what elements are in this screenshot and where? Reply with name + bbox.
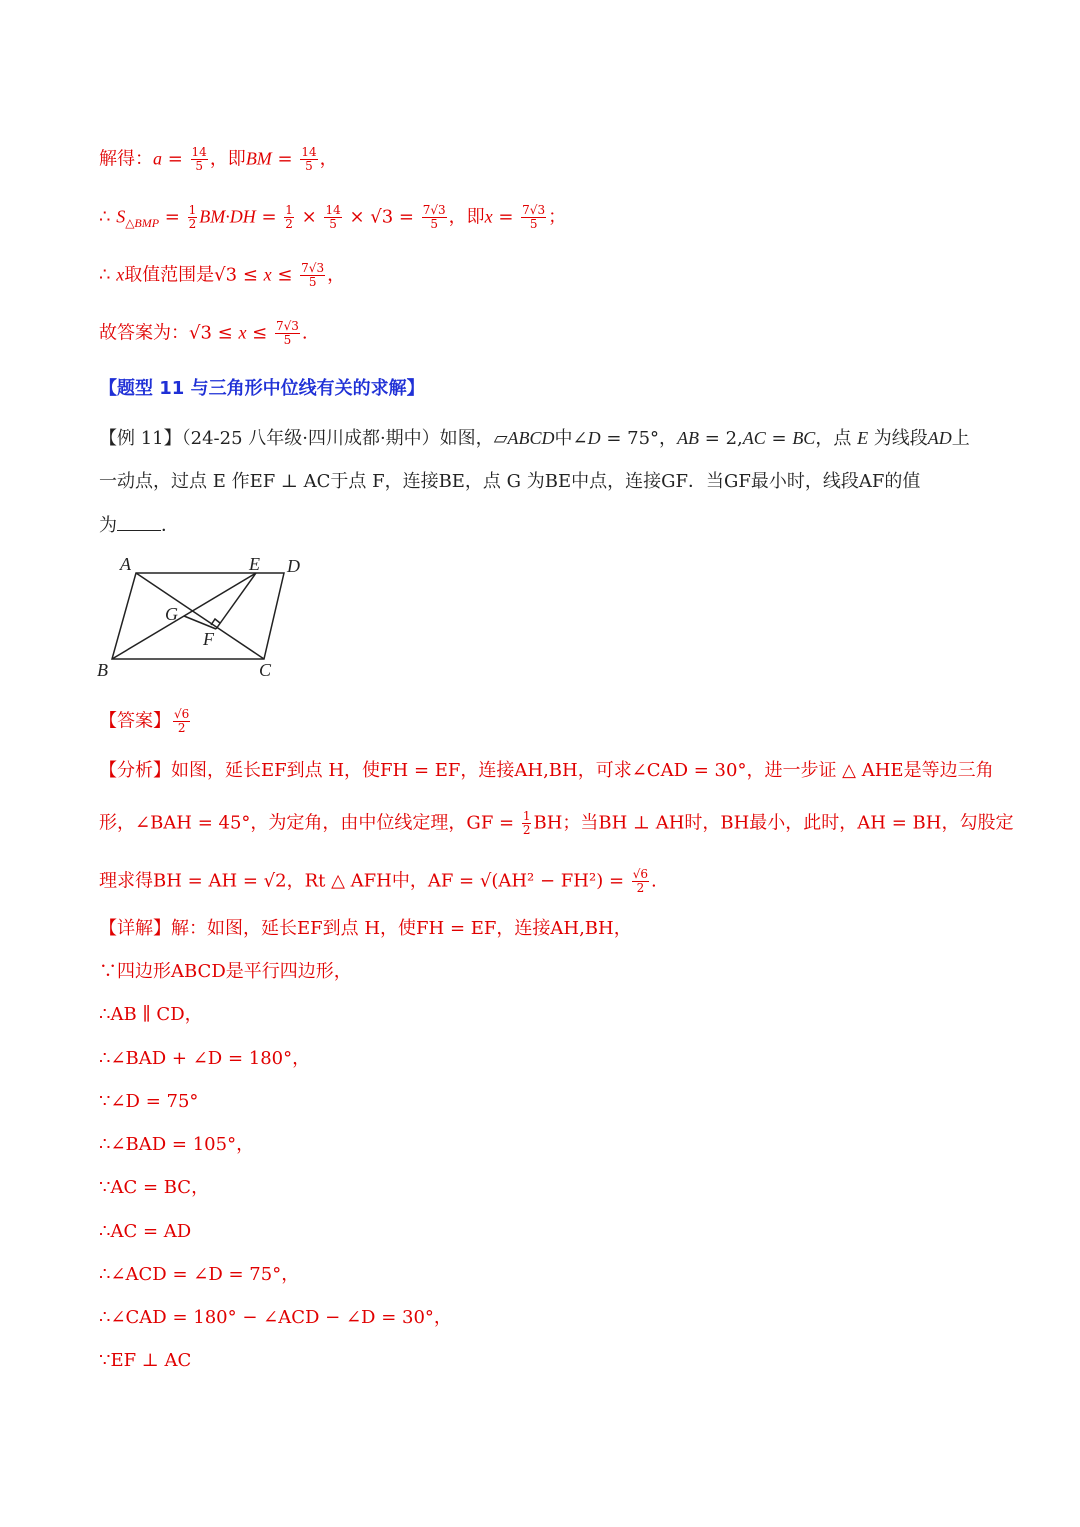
fraction: $\frac{7√3}{5}$ [275,319,299,347]
parallelogram-abcd [112,573,284,659]
solution-line-3: ∴ x取值范围是√3 ≤ x ≤ $\frac{7√3}{5}$ ， [99,261,346,289]
detail-line: ∴AB ∥ CD， [99,1004,203,1025]
label-b: B [97,660,108,680]
fraction: $\frac{7√3}{5}$ [522,203,546,231]
diagonal-ac [136,573,264,659]
example-line-2: 一动点，过点 E 作EF ⊥ AC于点 F，连接BE，点 G 为BE中点，连接GF．当GF最小时，线段AF的值 [99,471,921,492]
solution-line-4: 故答案为：√3 ≤ x ≤ $\frac{7√3}{5}$ . [99,319,308,347]
segment-ef [216,573,256,629]
detail-line: ∵四边形ABCD是平行四边形， [99,961,352,982]
fraction: $\frac{7√3}{5}$ [301,261,325,289]
answer-line: 【答案】 $\frac{√6}{2}$ [99,707,190,735]
section-heading: 【题型 11 与三角形中位线有关的求解】 [99,378,425,399]
example-line-1: 【例 11】（24-25 八年级·四川成都·期中）如图，▱ABCD中∠D = 75°，AB = 2,AC = BC，点 E 为线段AD上 [99,428,970,449]
label-d: D [287,556,300,576]
fraction: $\frac{1}{2}$ [285,203,293,231]
fraction: $\frac{14}{5}$ [301,145,317,173]
detail-line: 【详解】解：如图，延长EF到点 H，使FH = EF，连接AH,BH， [99,918,632,939]
fraction: $\frac{1}{2}$ [522,809,531,837]
detail-line: ∴∠CAD = 180° − ∠ACD − ∠D = 30°， [99,1307,452,1328]
fraction: $\frac{1}{2}$ [188,203,197,231]
fraction: $\frac{14}{5}$ [325,203,341,231]
solution-line-1: 解得：a = $\frac{14}{5}$ ，即BM = $\frac{14}{5}$ ， [99,145,338,173]
example-line-3: 为 ． [99,515,179,536]
detail-line: ∴∠ACD = ∠D = 75°， [99,1264,300,1285]
detail-line: ∴AC = AD [99,1221,192,1242]
analysis-line-1: 【分析】如图，延长EF到点 H，使FH = EF，连接AH,BH，可求∠CAD = 30°，进一步证 △ AHE是等边三角 [99,760,994,781]
detail-line: ∴∠BAD + ∠D = 180°， [99,1048,311,1069]
detail-line: ∵∠D = 75° [99,1091,199,1112]
label-a: A [120,554,131,574]
detail-line: ∴∠BAD = 105°， [99,1134,255,1155]
parallelogram-figure [94,551,314,686]
label-e: E [249,554,260,574]
segment-gf [184,616,216,629]
analysis-line-3: 理求得BH = AH = √2，Rt △ AFH中，AF = √(AH² − FH²) = $\frac{√6}{2}$ . [99,867,657,895]
detail-line: ∵EF ⊥ AC [99,1350,192,1371]
solution-line-2: ∴ $S_{\triangle BMP}$ = $\frac{1}{2}$ BM·DH = $\frac{1}{2}$ × $\frac{14}{5}$ × √3 = $\frac{7√3}{5}$ ，即x = $\frac{7√3}{5}$ ； [99,203,567,231]
label-f: F [203,629,214,649]
fraction: $\frac{14}{5}$ [191,145,207,173]
label-c: C [259,660,272,680]
answer-blank [117,514,161,531]
analysis-line-2: 形，∠BAH = 45°，为定角，由中位线定理，GF = $\frac{1}{2}$ BH；当BH ⊥ AH时，BH最小，此时，AH = BH，勾股定 [99,809,1014,837]
fraction: $\frac{√6}{2}$ [632,867,649,895]
label-g: G [165,604,178,624]
fraction: $\frac{√6}{2}$ [174,707,190,735]
detail-line: ∵AC = BC， [99,1177,210,1198]
fraction: $\frac{7√3}{5}$ [422,203,446,231]
